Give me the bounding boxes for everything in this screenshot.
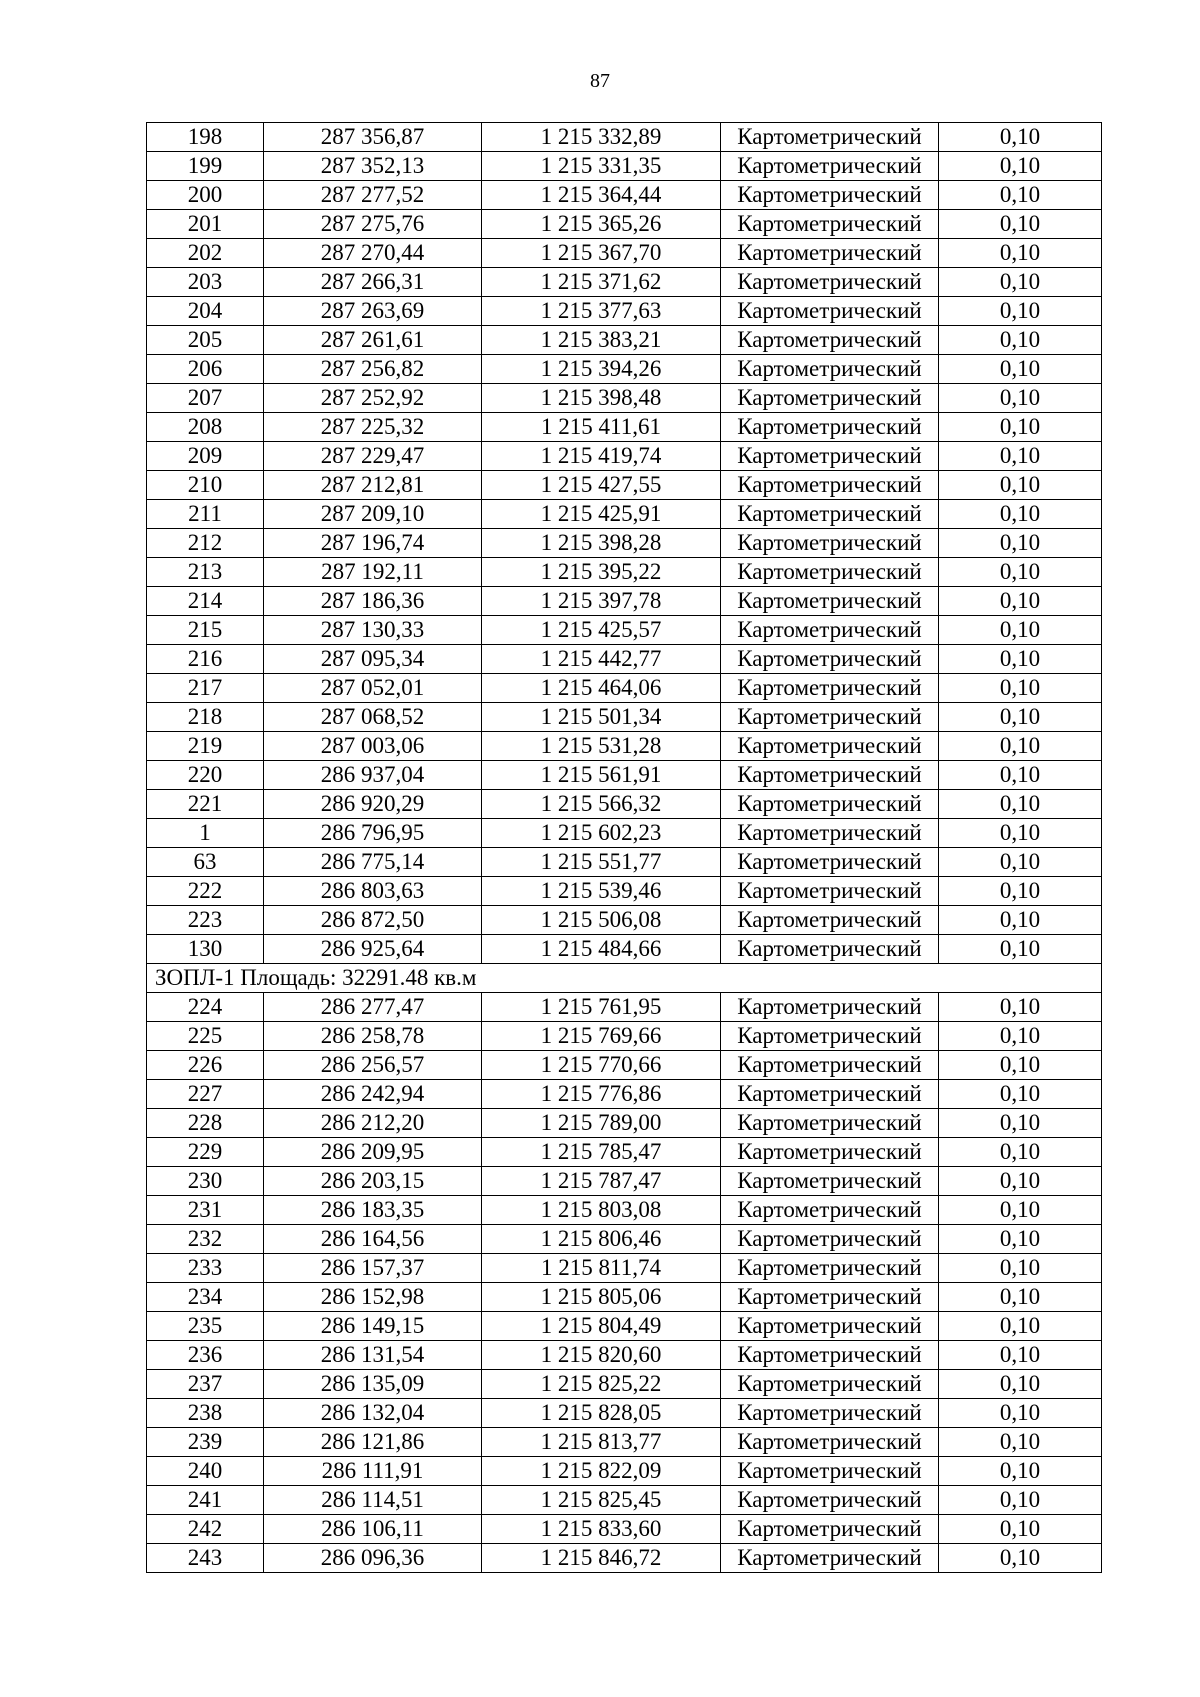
table-row [147,1457,1102,1486]
method-cell: Картометрический [721,1515,939,1544]
y-coordinate-cell: 1 215 846,72 [482,1544,721,1573]
method-cell: Картометрический [721,1312,939,1341]
method-cell: Картометрический [721,703,939,732]
x-coordinate-cell: 287 068,52 [264,703,482,732]
method-cell: Картометрический [721,123,939,152]
accuracy-cell: 0,10 [939,645,1102,674]
point-number-cell: 216 [147,645,264,674]
point-number-cell: 214 [147,587,264,616]
y-coordinate-cell: 1 215 427,55 [482,471,721,500]
accuracy-cell: 0,10 [939,500,1102,529]
table-row [147,935,1102,964]
section-header-row [147,964,1102,993]
accuracy-cell: 0,10 [939,152,1102,181]
method-cell: Картометрический [721,674,939,703]
y-coordinate-cell: 1 215 566,32 [482,790,721,819]
x-coordinate-cell: 287 277,52 [264,181,482,210]
method-cell: Картометрический [721,1138,939,1167]
accuracy-cell: 0,10 [939,529,1102,558]
x-coordinate-cell: 287 261,61 [264,326,482,355]
method-cell: Картометрический [721,906,939,935]
y-coordinate-cell: 1 215 371,62 [482,268,721,297]
x-coordinate-cell: 287 270,44 [264,239,482,268]
method-cell: Картометрический [721,181,939,210]
table-row [147,297,1102,326]
y-coordinate-cell: 1 215 770,66 [482,1051,721,1080]
y-coordinate-cell: 1 215 398,48 [482,384,721,413]
y-coordinate-cell: 1 215 551,77 [482,848,721,877]
table-row [147,1312,1102,1341]
table-row [147,1254,1102,1283]
coordinates-table [146,122,1102,1573]
y-coordinate-cell: 1 215 776,86 [482,1080,721,1109]
table-row [147,442,1102,471]
x-coordinate-cell: 287 256,82 [264,355,482,384]
y-coordinate-cell: 1 215 365,26 [482,210,721,239]
method-cell: Картометрический [721,1196,939,1225]
point-number-cell: 234 [147,1283,264,1312]
x-coordinate-cell: 286 775,14 [264,848,482,877]
accuracy-cell: 0,10 [939,268,1102,297]
point-number-cell: 198 [147,123,264,152]
table-row [147,616,1102,645]
method-cell: Картометрический [721,558,939,587]
y-coordinate-cell: 1 215 367,70 [482,239,721,268]
x-coordinate-cell: 286 203,15 [264,1167,482,1196]
table-row [147,674,1102,703]
x-coordinate-cell: 286 209,95 [264,1138,482,1167]
x-coordinate-cell: 287 095,34 [264,645,482,674]
table-row [147,1196,1102,1225]
point-number-cell: 63 [147,848,264,877]
table-row [147,210,1102,239]
x-coordinate-cell: 286 872,50 [264,906,482,935]
table-row [147,181,1102,210]
point-number-cell: 230 [147,1167,264,1196]
y-coordinate-cell: 1 215 811,74 [482,1254,721,1283]
point-number-cell: 203 [147,268,264,297]
point-number-cell: 227 [147,1080,264,1109]
accuracy-cell: 0,10 [939,587,1102,616]
accuracy-cell: 0,10 [939,123,1102,152]
table-row [147,645,1102,674]
x-coordinate-cell: 286 920,29 [264,790,482,819]
method-cell: Картометрический [721,1254,939,1283]
point-number-cell: 225 [147,1022,264,1051]
point-number-cell: 208 [147,413,264,442]
method-cell: Картометрический [721,732,939,761]
y-coordinate-cell: 1 215 383,21 [482,326,721,355]
y-coordinate-cell: 1 215 789,00 [482,1109,721,1138]
table-row [147,1399,1102,1428]
x-coordinate-cell: 287 266,31 [264,268,482,297]
y-coordinate-cell: 1 215 820,60 [482,1341,721,1370]
point-number-cell: 242 [147,1515,264,1544]
method-cell: Картометрический [721,1486,939,1515]
table-row [147,1515,1102,1544]
method-cell: Картометрический [721,1370,939,1399]
y-coordinate-cell: 1 215 395,22 [482,558,721,587]
accuracy-cell: 0,10 [939,1138,1102,1167]
method-cell: Картометрический [721,1283,939,1312]
x-coordinate-cell: 286 111,91 [264,1457,482,1486]
table-row [147,413,1102,442]
y-coordinate-cell: 1 215 804,49 [482,1312,721,1341]
table-row [147,1370,1102,1399]
x-coordinate-cell: 286 277,47 [264,993,482,1022]
accuracy-cell: 0,10 [939,1051,1102,1080]
accuracy-cell: 0,10 [939,674,1102,703]
method-cell: Картометрический [721,1428,939,1457]
point-number-cell: 219 [147,732,264,761]
table-row [147,355,1102,384]
point-number-cell: 130 [147,935,264,964]
accuracy-cell: 0,10 [939,1022,1102,1051]
table-row [147,877,1102,906]
accuracy-cell: 0,10 [939,413,1102,442]
x-coordinate-cell: 286 114,51 [264,1486,482,1515]
point-number-cell: 235 [147,1312,264,1341]
accuracy-cell: 0,10 [939,1225,1102,1254]
method-cell: Картометрический [721,1341,939,1370]
point-number-cell: 238 [147,1399,264,1428]
point-number-cell: 212 [147,529,264,558]
x-coordinate-cell: 287 225,32 [264,413,482,442]
point-number-cell: 229 [147,1138,264,1167]
method-cell: Картометрический [721,761,939,790]
method-cell: Картометрический [721,1399,939,1428]
accuracy-cell: 0,10 [939,181,1102,210]
point-number-cell: 240 [147,1457,264,1486]
point-number-cell: 222 [147,877,264,906]
table-row [147,790,1102,819]
x-coordinate-cell: 286 149,15 [264,1312,482,1341]
accuracy-cell: 0,10 [939,1428,1102,1457]
point-number-cell: 236 [147,1341,264,1370]
x-coordinate-cell: 286 152,98 [264,1283,482,1312]
point-number-cell: 221 [147,790,264,819]
y-coordinate-cell: 1 215 761,95 [482,993,721,1022]
point-number-cell: 232 [147,1225,264,1254]
accuracy-cell: 0,10 [939,355,1102,384]
point-number-cell: 210 [147,471,264,500]
x-coordinate-cell: 286 131,54 [264,1341,482,1370]
table-row [147,1051,1102,1080]
table-row [147,819,1102,848]
method-cell: Картометрический [721,790,939,819]
point-number-cell: 239 [147,1428,264,1457]
table-row [147,848,1102,877]
table-row [147,1283,1102,1312]
point-number-cell: 228 [147,1109,264,1138]
y-coordinate-cell: 1 215 332,89 [482,123,721,152]
y-coordinate-cell: 1 215 484,66 [482,935,721,964]
x-coordinate-cell: 287 212,81 [264,471,482,500]
y-coordinate-cell: 1 215 803,08 [482,1196,721,1225]
y-coordinate-cell: 1 215 506,08 [482,906,721,935]
accuracy-cell: 0,10 [939,1283,1102,1312]
accuracy-cell: 0,10 [939,471,1102,500]
y-coordinate-cell: 1 215 394,26 [482,355,721,384]
method-cell: Картометрический [721,297,939,326]
accuracy-cell: 0,10 [939,935,1102,964]
method-cell: Картометрический [721,1109,939,1138]
x-coordinate-cell: 286 183,35 [264,1196,482,1225]
accuracy-cell: 0,10 [939,1457,1102,1486]
accuracy-cell: 0,10 [939,819,1102,848]
y-coordinate-cell: 1 215 398,28 [482,529,721,558]
table-row [147,384,1102,413]
y-coordinate-cell: 1 215 464,06 [482,674,721,703]
table-row [147,268,1102,297]
method-cell: Картометрический [721,239,939,268]
y-coordinate-cell: 1 215 425,91 [482,500,721,529]
point-number-cell: 213 [147,558,264,587]
x-coordinate-cell: 286 256,57 [264,1051,482,1080]
coordinates-table-body [147,123,1102,1573]
point-number-cell: 241 [147,1486,264,1515]
x-coordinate-cell: 287 186,36 [264,587,482,616]
accuracy-cell: 0,10 [939,558,1102,587]
method-cell: Картометрический [721,442,939,471]
point-number-cell: 211 [147,500,264,529]
x-coordinate-cell: 286 212,20 [264,1109,482,1138]
table-row [147,1486,1102,1515]
y-coordinate-cell: 1 215 813,77 [482,1428,721,1457]
x-coordinate-cell: 286 796,95 [264,819,482,848]
y-coordinate-cell: 1 215 561,91 [482,761,721,790]
x-coordinate-cell: 287 130,33 [264,616,482,645]
accuracy-cell: 0,10 [939,1109,1102,1138]
x-coordinate-cell: 287 196,74 [264,529,482,558]
table-row [147,993,1102,1022]
point-number-cell: 223 [147,906,264,935]
table-row [147,1341,1102,1370]
point-number-cell: 218 [147,703,264,732]
table-row [147,471,1102,500]
x-coordinate-cell: 286 937,04 [264,761,482,790]
point-number-cell: 224 [147,993,264,1022]
point-number-cell: 204 [147,297,264,326]
accuracy-cell: 0,10 [939,848,1102,877]
accuracy-cell: 0,10 [939,384,1102,413]
accuracy-cell: 0,10 [939,442,1102,471]
method-cell: Картометрический [721,1457,939,1486]
method-cell: Картометрический [721,355,939,384]
point-number-cell: 206 [147,355,264,384]
y-coordinate-cell: 1 215 828,05 [482,1399,721,1428]
method-cell: Картометрический [721,1544,939,1573]
method-cell: Картометрический [721,877,939,906]
point-number-cell: 220 [147,761,264,790]
y-coordinate-cell: 1 215 806,46 [482,1225,721,1254]
accuracy-cell: 0,10 [939,1341,1102,1370]
method-cell: Картометрический [721,413,939,442]
table-row [147,1022,1102,1051]
accuracy-cell: 0,10 [939,1196,1102,1225]
x-coordinate-cell: 287 192,11 [264,558,482,587]
method-cell: Картометрический [721,616,939,645]
y-coordinate-cell: 1 215 785,47 [482,1138,721,1167]
y-coordinate-cell: 1 215 411,61 [482,413,721,442]
accuracy-cell: 0,10 [939,1080,1102,1109]
accuracy-cell: 0,10 [939,1254,1102,1283]
accuracy-cell: 0,10 [939,1167,1102,1196]
point-number-cell: 215 [147,616,264,645]
accuracy-cell: 0,10 [939,326,1102,355]
table-row [147,558,1102,587]
table-row [147,1428,1102,1457]
accuracy-cell: 0,10 [939,877,1102,906]
page-number: 87 [590,70,610,92]
accuracy-cell: 0,10 [939,297,1102,326]
method-cell: Картометрический [721,993,939,1022]
table-row [147,239,1102,268]
point-number-cell: 200 [147,181,264,210]
point-number-cell: 231 [147,1196,264,1225]
x-coordinate-cell: 287 229,47 [264,442,482,471]
y-coordinate-cell: 1 215 331,35 [482,152,721,181]
point-number-cell: 217 [147,674,264,703]
x-coordinate-cell: 287 275,76 [264,210,482,239]
point-number-cell: 201 [147,210,264,239]
table-row [147,703,1102,732]
y-coordinate-cell: 1 215 425,57 [482,616,721,645]
x-coordinate-cell: 287 263,69 [264,297,482,326]
point-number-cell: 205 [147,326,264,355]
y-coordinate-cell: 1 215 833,60 [482,1515,721,1544]
point-number-cell: 233 [147,1254,264,1283]
point-number-cell: 202 [147,239,264,268]
method-cell: Картометрический [721,1051,939,1080]
method-cell: Картометрический [721,326,939,355]
method-cell: Картометрический [721,152,939,181]
table-row [147,1080,1102,1109]
point-number-cell: 209 [147,442,264,471]
x-coordinate-cell: 287 003,06 [264,732,482,761]
table-row [147,1225,1102,1254]
y-coordinate-cell: 1 215 769,66 [482,1022,721,1051]
accuracy-cell: 0,10 [939,790,1102,819]
section-label: ЗОПЛ-1 Площадь: 32291.48 кв.м [147,964,1102,993]
x-coordinate-cell: 286 258,78 [264,1022,482,1051]
method-cell: Картометрический [721,268,939,297]
y-coordinate-cell: 1 215 442,77 [482,645,721,674]
y-coordinate-cell: 1 215 419,74 [482,442,721,471]
method-cell: Картометрический [721,1167,939,1196]
accuracy-cell: 0,10 [939,761,1102,790]
accuracy-cell: 0,10 [939,239,1102,268]
method-cell: Картометрический [721,1225,939,1254]
table-row [147,906,1102,935]
x-coordinate-cell: 286 803,63 [264,877,482,906]
x-coordinate-cell: 287 252,92 [264,384,482,413]
point-number-cell: 237 [147,1370,264,1399]
table-row [147,500,1102,529]
point-number-cell: 207 [147,384,264,413]
table-row [147,761,1102,790]
table-row [147,1167,1102,1196]
table-row [147,587,1102,616]
method-cell: Картометрический [721,645,939,674]
method-cell: Картометрический [721,500,939,529]
method-cell: Картометрический [721,471,939,500]
table-row [147,1109,1102,1138]
table-row [147,152,1102,181]
y-coordinate-cell: 1 215 825,45 [482,1486,721,1515]
x-coordinate-cell: 286 242,94 [264,1080,482,1109]
point-number-cell: 1 [147,819,264,848]
y-coordinate-cell: 1 215 377,63 [482,297,721,326]
method-cell: Картометрический [721,587,939,616]
method-cell: Картометрический [721,848,939,877]
x-coordinate-cell: 286 106,11 [264,1515,482,1544]
accuracy-cell: 0,10 [939,1370,1102,1399]
method-cell: Картометрический [721,529,939,558]
table-row [147,123,1102,152]
x-coordinate-cell: 287 209,10 [264,500,482,529]
y-coordinate-cell: 1 215 531,28 [482,732,721,761]
table-row [147,326,1102,355]
accuracy-cell: 0,10 [939,210,1102,239]
method-cell: Картометрический [721,819,939,848]
method-cell: Картометрический [721,1080,939,1109]
accuracy-cell: 0,10 [939,906,1102,935]
point-number-cell: 226 [147,1051,264,1080]
accuracy-cell: 0,10 [939,1399,1102,1428]
table-row [147,732,1102,761]
accuracy-cell: 0,10 [939,732,1102,761]
table-row [147,1544,1102,1573]
method-cell: Картометрический [721,1022,939,1051]
method-cell: Картометрический [721,210,939,239]
x-coordinate-cell: 287 356,87 [264,123,482,152]
x-coordinate-cell: 286 164,56 [264,1225,482,1254]
point-number-cell: 199 [147,152,264,181]
table-row [147,1138,1102,1167]
method-cell: Картометрический [721,384,939,413]
method-cell: Картометрический [721,935,939,964]
accuracy-cell: 0,10 [939,1515,1102,1544]
y-coordinate-cell: 1 215 501,34 [482,703,721,732]
x-coordinate-cell: 286 925,64 [264,935,482,964]
point-number-cell: 243 [147,1544,264,1573]
y-coordinate-cell: 1 215 805,06 [482,1283,721,1312]
accuracy-cell: 0,10 [939,1544,1102,1573]
y-coordinate-cell: 1 215 822,09 [482,1457,721,1486]
x-coordinate-cell: 286 157,37 [264,1254,482,1283]
accuracy-cell: 0,10 [939,993,1102,1022]
accuracy-cell: 0,10 [939,1312,1102,1341]
y-coordinate-cell: 1 215 787,47 [482,1167,721,1196]
y-coordinate-cell: 1 215 825,22 [482,1370,721,1399]
y-coordinate-cell: 1 215 602,23 [482,819,721,848]
x-coordinate-cell: 286 135,09 [264,1370,482,1399]
x-coordinate-cell: 287 052,01 [264,674,482,703]
accuracy-cell: 0,10 [939,1486,1102,1515]
table-row [147,529,1102,558]
x-coordinate-cell: 287 352,13 [264,152,482,181]
y-coordinate-cell: 1 215 539,46 [482,877,721,906]
accuracy-cell: 0,10 [939,616,1102,645]
x-coordinate-cell: 286 132,04 [264,1399,482,1428]
x-coordinate-cell: 286 096,36 [264,1544,482,1573]
accuracy-cell: 0,10 [939,703,1102,732]
x-coordinate-cell: 286 121,86 [264,1428,482,1457]
y-coordinate-cell: 1 215 397,78 [482,587,721,616]
y-coordinate-cell: 1 215 364,44 [482,181,721,210]
